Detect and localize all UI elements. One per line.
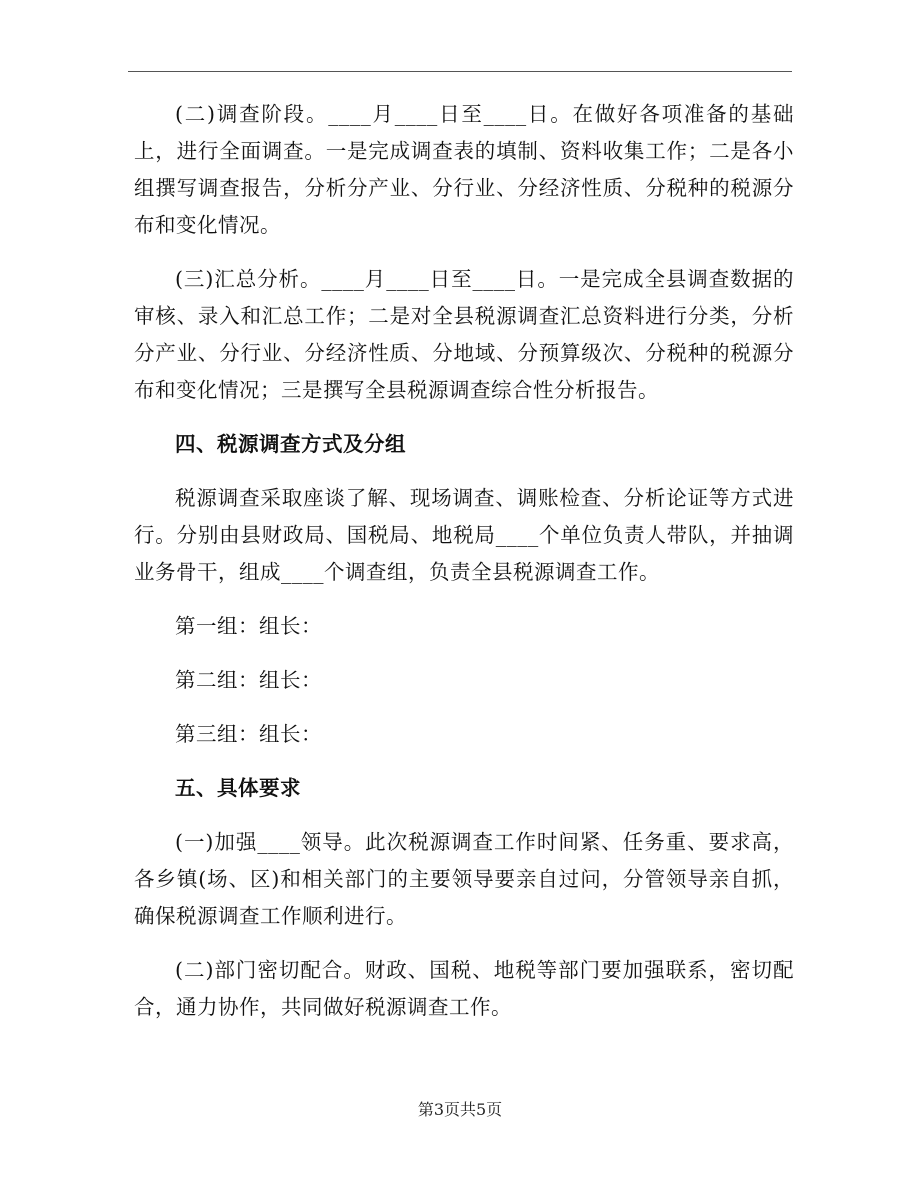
group-two-line: 第二组：组长： xyxy=(175,668,322,692)
document-body xyxy=(134,96,794,1026)
paragraph-investigation-stage: (二)调查阶段。____月____日至____日。在做好各项准备的基础上，进行全面调查。一是完成调查表的填制、资料收集工作；二是各小组撰写调查报告，分析分产业、分行业、分经济性质、分税种的税源分布和变化情况。 xyxy=(134,102,794,237)
header-rule xyxy=(128,71,792,72)
paragraph-leadership: (一)加强____领导。此次税源调查工作时间紧、任务重、要求高，各乡镇(场、区)和相关部门的主要领导要亲自过问，分管领导亲自抓，确保税源调查工作顺利进行。 xyxy=(134,830,794,928)
paragraph-cooperation: (二)部门密切配合。财政、国税、地税等部门要加强联系，密切配合，通力协作，共同做好税源调查工作。 xyxy=(134,958,794,1019)
paragraph-summary-analysis: (三)汇总分析。____月____日至____日。一是完成全县调查数据的审核、录入和汇总工作；二是对全县税源调查汇总资料进行分类，分析分产业、分行业、分经济性质、分地域、分预算级次、分税种的税源分布和变化情况；三是撰写全县税源调查综合性分析报告。 xyxy=(134,267,794,402)
page-number-footer: 第3页共5页 xyxy=(417,1100,503,1119)
section-heading-requirements: 五、具体要求 xyxy=(175,776,301,800)
paragraph-methods: 税源调查采取座谈了解、现场调查、调账检查、分析论证等方式进行。分别由县财政局、国税局、地税局____个单位负责人带队，并抽调业务骨干，组成____个调查组，负责全县税源调查工作。 xyxy=(134,486,794,584)
group-one-line: 第一组：组长： xyxy=(175,614,322,638)
section-heading-methods: 四、税源调查方式及分组 xyxy=(175,432,406,456)
group-three-line: 第三组：组长： xyxy=(175,722,322,746)
